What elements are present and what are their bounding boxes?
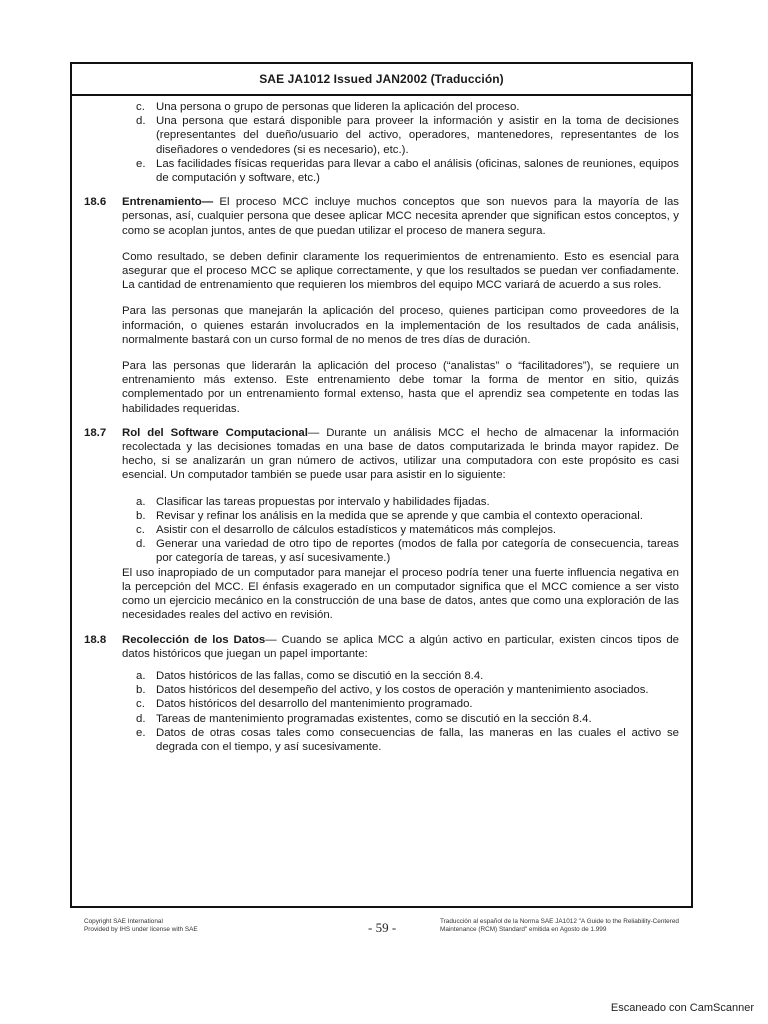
footer-translation-note [440, 918, 688, 934]
section-lead: El proceso MCC incluye muchos conceptos que son nuevos para la mayoría de las personas, así, cualquier persona que desee aplicar MCC necesita aprender que significan estos conceptos, y como se acoplan juntos, antes de que puedan utilizar el proceso de manera segura. [122, 196, 679, 237]
section-list [136, 669, 679, 754]
list-item [136, 509, 679, 523]
section-number: 18.8 [84, 633, 107, 646]
section-18-7 [84, 426, 679, 623]
list-item [136, 683, 679, 697]
list-text: Asistir con el desarrollo de cálculos estadísticos y matemáticos más complejos. [156, 524, 557, 537]
list-item [136, 726, 679, 754]
list-text: Revisar y refinar los análisis en la medida que se aprende y que cambia el contexto operacional. [156, 509, 643, 522]
list-text: Datos históricos de las fallas, como se discutió en la sección 8.4. [156, 669, 484, 682]
section-list [136, 495, 679, 566]
list-marker: c. [136, 524, 145, 537]
page-footer [84, 918, 684, 942]
section-paragraph: Para las personas que manejarán la aplicación del proceso, quienes participan como proveedores de la información, o quienes estarán involucrados en la implementación de los resultados de cada análisis, normalmente bastará con un curso formal de no menos de tres días de duración. [122, 305, 679, 346]
section-18-8 [84, 633, 679, 755]
list-marker: e. [136, 157, 146, 170]
list-marker: d. [136, 712, 146, 725]
list-item [136, 697, 679, 711]
list-text: Clasificar las tareas propuestas por intervalo y habilidades fijadas. [156, 495, 490, 508]
list-text: Datos históricos del desempeño del activo, y los costos de operación y mantenimiento asociados. [156, 684, 649, 697]
footer-copyright [84, 918, 198, 934]
list-marker: a. [136, 495, 146, 508]
section-paragraph [122, 633, 679, 661]
list-marker: c. [136, 101, 145, 113]
list-marker: d. [136, 538, 146, 551]
list-text: Datos históricos del desarrollo del mantenimiento programado. [156, 698, 473, 711]
section-number: 18.6 [84, 196, 107, 209]
section-lead: — Cuando se aplica MCC a algún activo en particular, existen cincos tipos de datos históricos que juegan un papel importante: [122, 633, 679, 660]
page-number: - 59 - [368, 920, 397, 935]
list-text: Generar una variedad de otro tipo de reportes (modos de falla por categoría de consecuencia, tareas por categoría de tareas, y así sucesivamente.) [156, 538, 679, 565]
scanner-watermark: Escaneado con CamScanner [610, 1002, 754, 1014]
section-body [122, 633, 679, 755]
list-item [136, 523, 679, 537]
list-marker: b. [136, 684, 146, 697]
list-text: Una persona que estará disponible para proveer la información y asistir en la toma de decisiones (representantes del dueño/usuario del activo, operadores, mantenedores, representantes de los diseñadores o vendedores (si es necesario), etc.). [156, 115, 679, 156]
list-text: Las facilidades físicas requeridas para llevar a cabo el análisis (oficinas, salones de reuniones, equipos de computación y software, etc.) [156, 157, 679, 185]
list-item [136, 537, 679, 565]
section-paragraph [122, 195, 679, 238]
section-lead: — Durante un análisis MCC el hecho de almacenar la información recolectada y las decisiones tomadas en una base de datos computarizada le brinda mayor rapidez. De hecho, si se analizarán un gran número de activos, utilizar una computadora con este propósito es casi esencial. Un computador también se puede usar para asistir en lo siguiente: [122, 426, 679, 482]
list-marker: e. [136, 726, 146, 739]
section-title: Recolección de los Datos [122, 633, 266, 646]
section-number: 18.7 [84, 426, 107, 439]
list-marker: b. [136, 509, 146, 522]
section-paragraph: Como resultado, se deben definir claramente los requerimientos de entrenamiento. Esto es esencial para asegurar que el proceso MCC se aplique correctamente, y que los resultados se puedan ver confiadamente. La cantidad de entrenamiento que requieren los miembros del equipo MCC variará de acuerdo a sus roles. [122, 250, 679, 292]
list-item [136, 100, 679, 114]
section-title: Entrenamiento— [122, 196, 214, 209]
header-title: SAE JA1012 Issued JAN2002 (Traducción) [259, 72, 504, 86]
section-paragraph: El uso inapropiado de un computador para manejar el proceso podría tener una fuerte influencia negativa en la percepción del MCC. El énfasis exagerado en un computador significa que el MCC comience a ser visto como un ejercicio mecánico en la construcción de una base de datos, antes que como una exploración de las necesidades reales del activo en revisión. [122, 566, 679, 622]
footer-note-line: Maintenance (RCM) Standard" emitida en Agosto de 1.999 [440, 926, 607, 933]
document-body [84, 100, 679, 754]
section-body [122, 426, 679, 623]
page-frame [70, 62, 693, 908]
section-paragraph: Para las personas que liderarán la aplicación del proceso (“analistas” o “facilitadores”), se requiere un entrenamiento más extenso. Este entrenamiento debe tomar la forma de mentor en sitio, quizás complementado por un entrenamiento formal extenso, hasta que el aprendiz sea competente en todas las habilidades requeridas. [122, 360, 679, 415]
section-body [122, 195, 679, 416]
list-text: Una persona o grupo de personas que lideren la aplicación del proceso. [156, 101, 520, 113]
page-header [72, 64, 691, 96]
footer-note-line: Traducción al español de la Norma SAE JA1012 "A Guide to the Reliability-Centered [440, 918, 679, 925]
list-item [136, 157, 679, 185]
section-18-6 [84, 195, 679, 416]
intro-list [136, 100, 679, 185]
footer-copyright-line: Copyright SAE International [84, 918, 163, 925]
list-item [136, 495, 679, 509]
list-item [136, 114, 679, 157]
list-item [136, 712, 679, 726]
list-text: Datos de otras cosas tales como consecuencias de falla, las maneras en las cuales el activo se degrada con el tiempo, y así sucesivamente. [156, 726, 679, 753]
footer-license-line: Provided by IHS under license with SAE [84, 926, 198, 933]
section-title: Rol del Software Computacional [122, 426, 308, 439]
list-marker: d. [136, 115, 146, 128]
list-marker: c. [136, 698, 145, 711]
list-marker: a. [136, 669, 146, 682]
list-item [136, 669, 679, 683]
list-text: Tareas de mantenimiento programadas existentes, como se discutió en la sección 8.4. [156, 712, 592, 725]
section-paragraph [122, 426, 679, 483]
